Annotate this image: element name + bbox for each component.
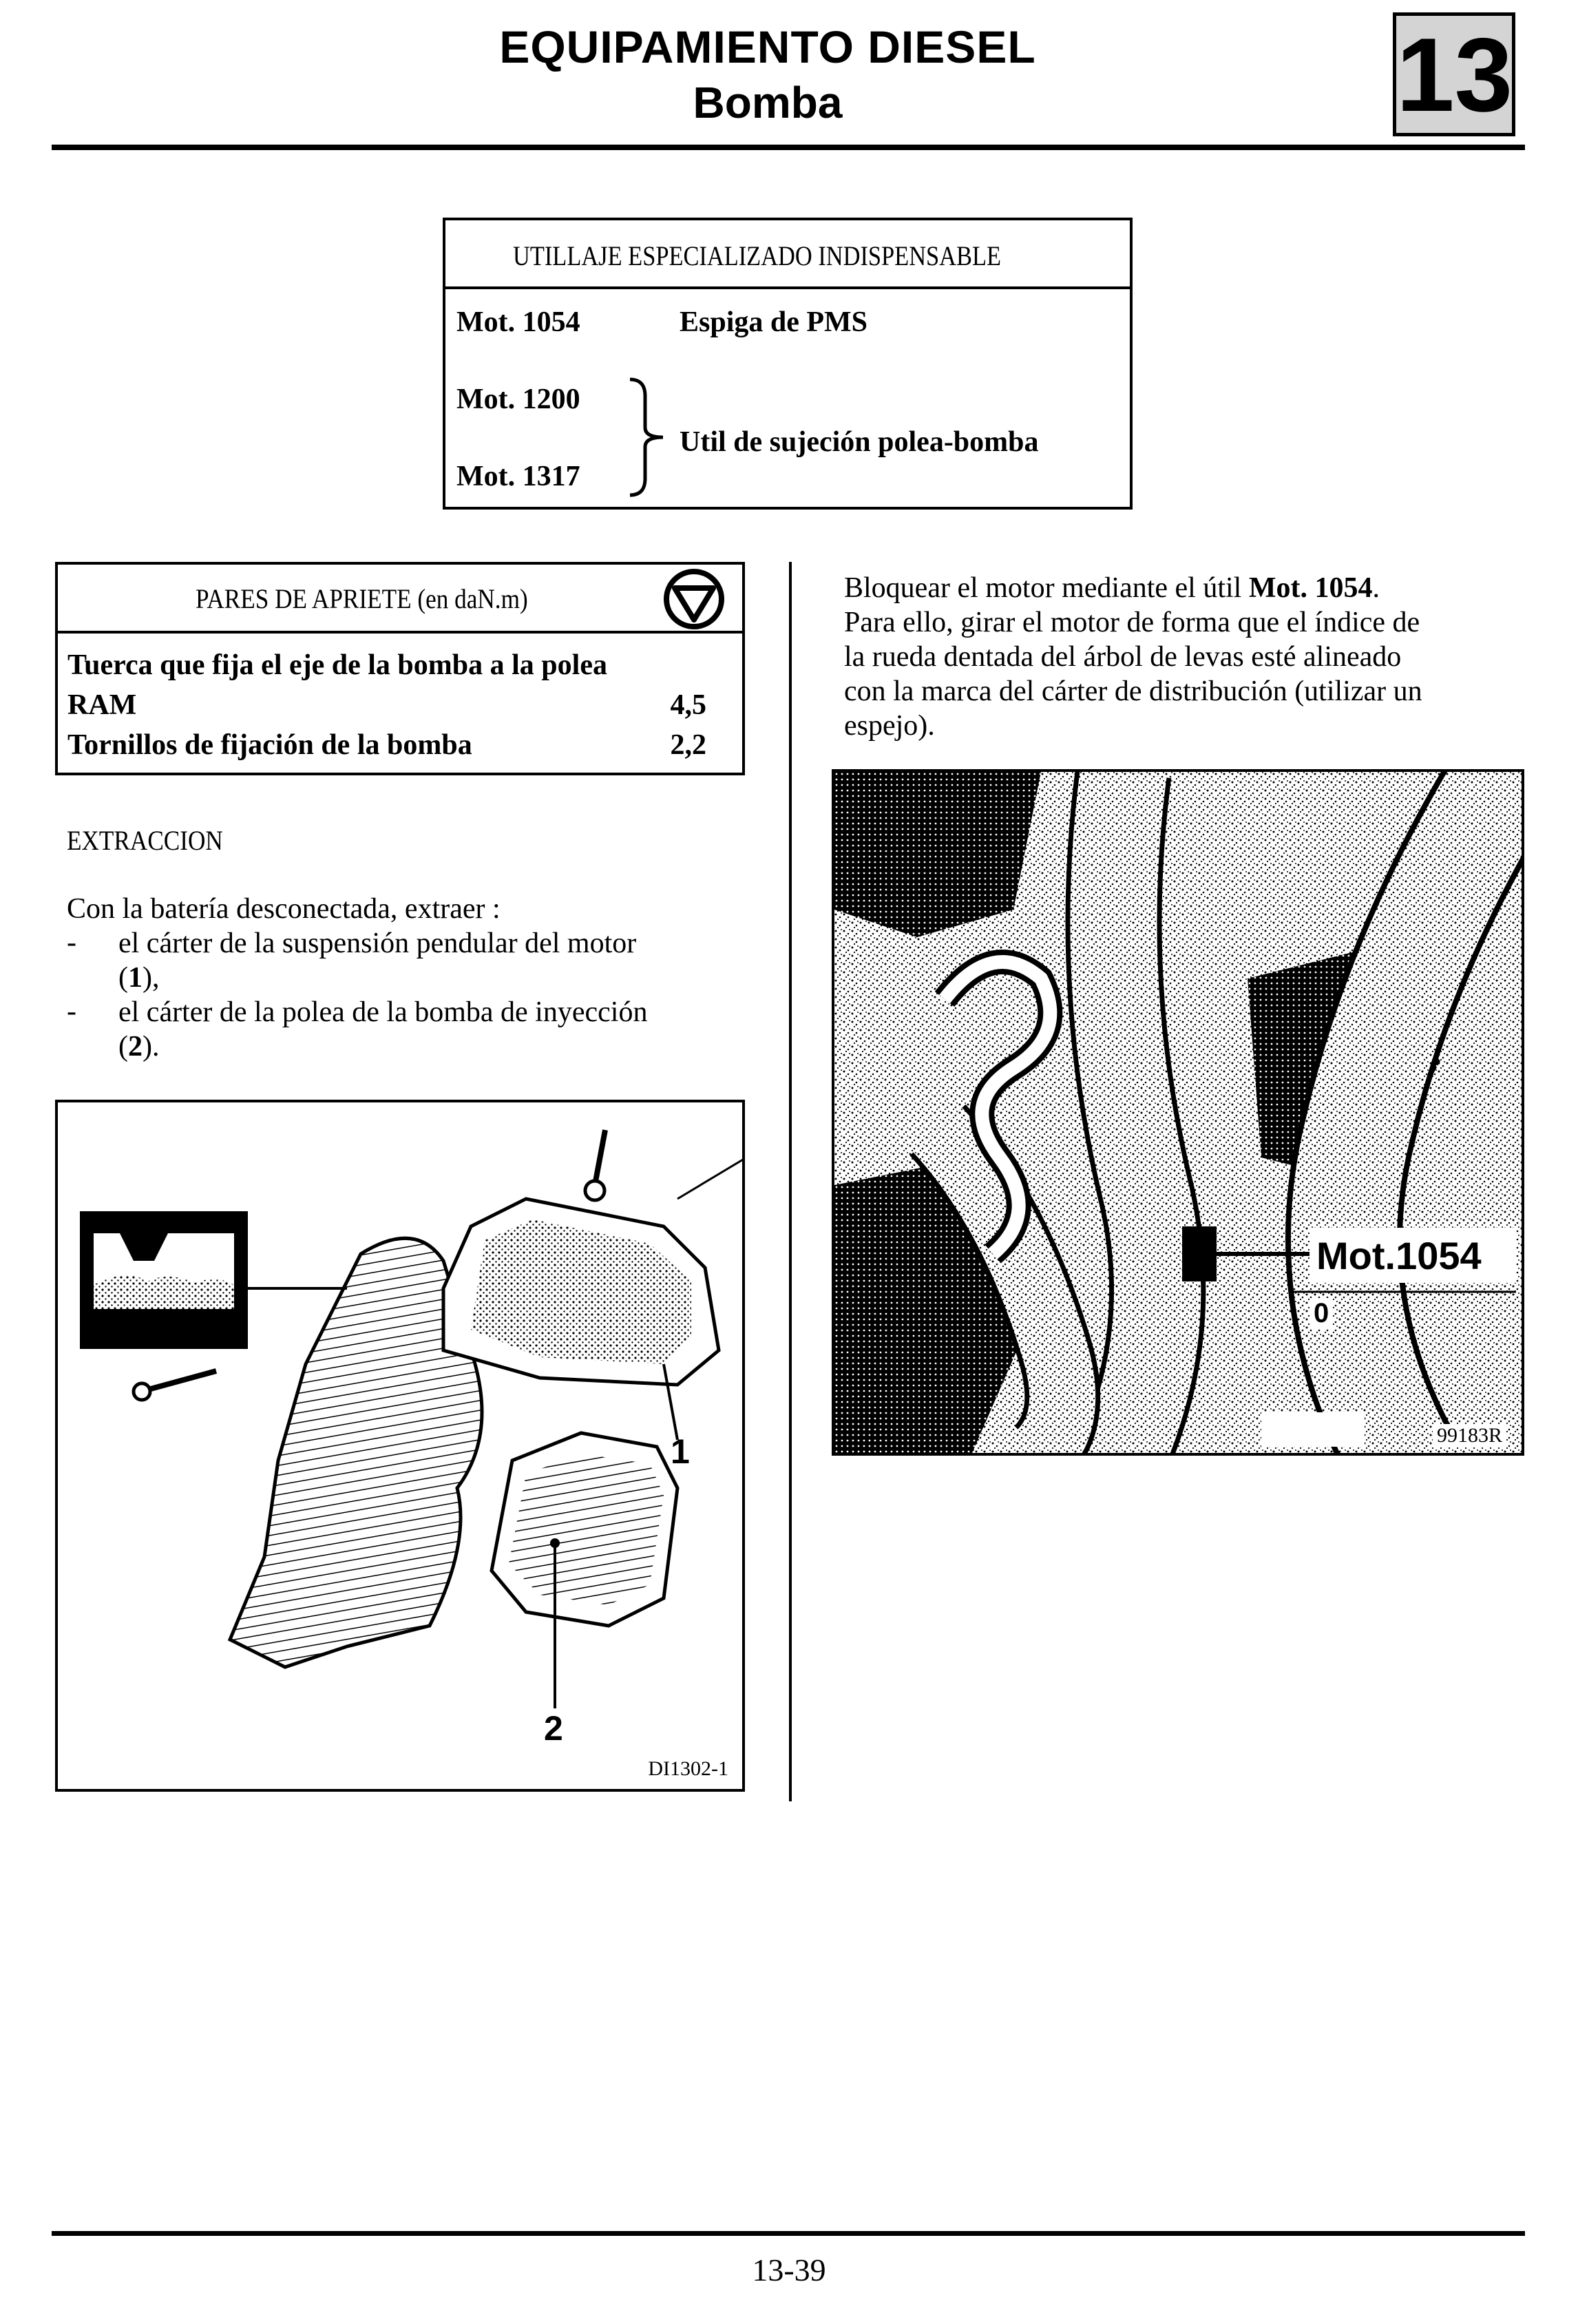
header-rule bbox=[52, 145, 1525, 150]
list-item-ref: (1), bbox=[118, 962, 160, 994]
torque-wrench-icon bbox=[662, 567, 726, 631]
torque-value: 2,2 bbox=[670, 729, 706, 761]
special-tools-heading: UTILLAJE ESPECIALIZADO INDISPENSABLE bbox=[513, 240, 1001, 271]
tool-description: Espiga de PMS bbox=[680, 306, 868, 338]
list-item-text: el cárter de la suspensión pendular del motor bbox=[118, 928, 637, 959]
torque-heading: PARES DE APRIETE (en daN.m) bbox=[196, 583, 528, 614]
list-item-text: el cárter de la polea de la bomba de inyección bbox=[118, 996, 648, 1028]
instruction-line: con la marca del cárter de distribución (utilizar un bbox=[844, 676, 1422, 707]
footer-rule bbox=[52, 2231, 1525, 2236]
page-title: EQUIPAMIENTO DIESEL bbox=[499, 21, 1036, 72]
column-divider bbox=[789, 562, 792, 1801]
table-divider bbox=[58, 631, 742, 634]
torque-label: Tornillos de fijación de la bomba bbox=[67, 729, 472, 761]
chapter-number-box: 13 bbox=[1393, 12, 1515, 136]
torque-table bbox=[55, 562, 745, 775]
instruction-line: Bloquear el motor mediante el útil Mot. 1054. bbox=[844, 572, 1380, 604]
instruction-line: la rueda dentada del árbol de levas esté alineado bbox=[844, 641, 1402, 673]
table-divider bbox=[445, 286, 1130, 289]
pump-covers-figure bbox=[55, 1100, 745, 1792]
section-heading: EXTRACCION bbox=[67, 825, 223, 856]
tool-code: Mot. 1317 bbox=[456, 461, 580, 492]
torque-value: 4,5 bbox=[670, 689, 706, 721]
torque-label: Tuerca que fija el eje de la bomba a la polea bbox=[67, 649, 607, 681]
part-label: 1 bbox=[671, 1432, 690, 1471]
engine-bay-drawing bbox=[834, 772, 1522, 1453]
pump-covers-drawing bbox=[58, 1102, 742, 1789]
figure-caption: 99183R bbox=[1433, 1424, 1506, 1447]
tool-code: Mot. 1200 bbox=[456, 384, 580, 415]
page-subtitle: Bomba bbox=[693, 78, 843, 127]
list-bullet: - bbox=[67, 927, 76, 959]
page-number: 13-39 bbox=[752, 2252, 826, 2288]
tool-label: Mot.1054 bbox=[1316, 1234, 1482, 1277]
timing-mark-label: 0 bbox=[1309, 1298, 1333, 1329]
list-bullet: - bbox=[67, 996, 76, 1027]
instruction-line: espejo). bbox=[844, 710, 935, 742]
special-tools-table bbox=[443, 218, 1133, 510]
extraction-intro: Con la batería desconectada, extraer : bbox=[67, 893, 501, 925]
figure-caption: DI1302-1 bbox=[648, 1757, 728, 1780]
instruction-line: Para ello, girar el motor de forma que el índice de bbox=[844, 607, 1420, 638]
part-label: 2 bbox=[544, 1709, 563, 1748]
tool-description: Util de sujeción polea-bomba bbox=[680, 426, 1039, 458]
tool-code: Mot. 1054 bbox=[456, 306, 580, 338]
brace-icon bbox=[623, 375, 678, 499]
engine-photo-figure bbox=[832, 769, 1524, 1456]
list-item-ref: (2). bbox=[118, 1031, 160, 1062]
torque-label: RAM bbox=[67, 689, 137, 721]
